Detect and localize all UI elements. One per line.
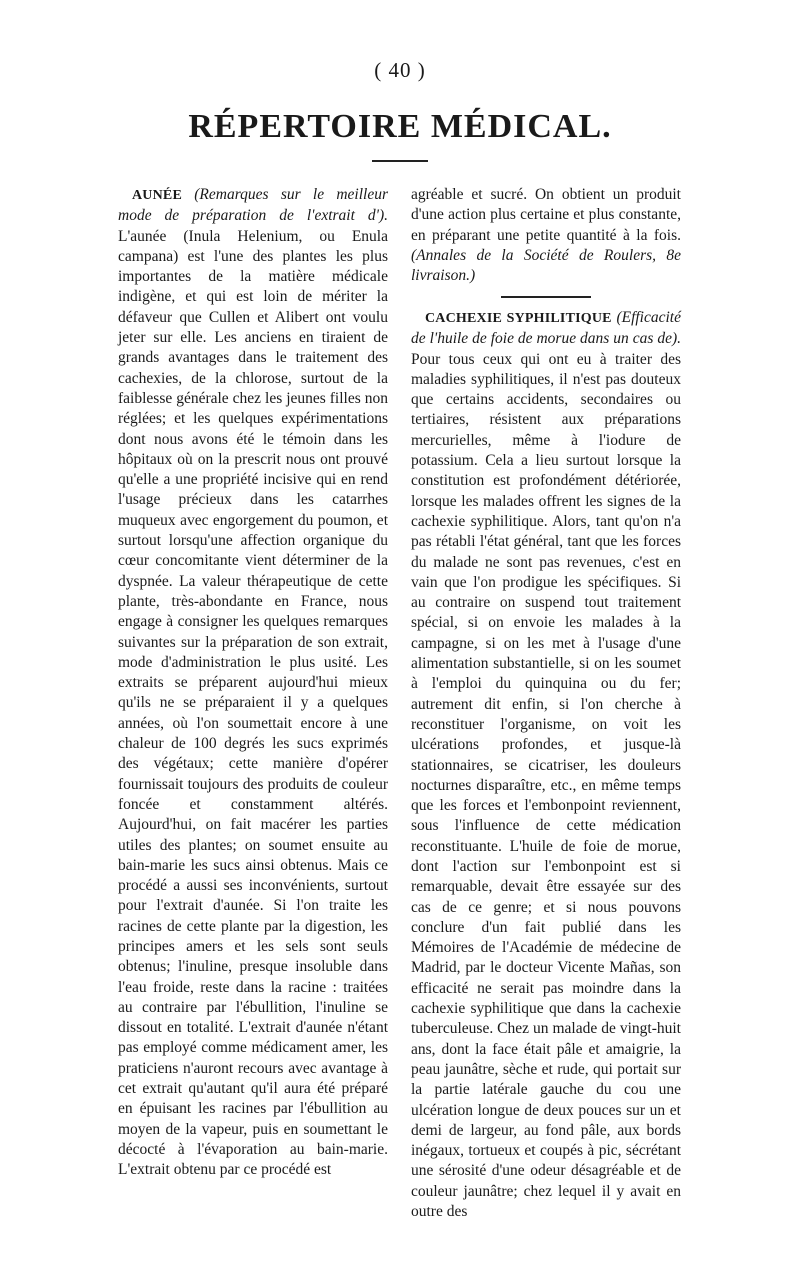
article-aunee <box>118 185 388 1181</box>
left-column <box>118 185 388 1181</box>
right-column <box>411 185 681 1222</box>
article-subtitle: (Remarques sur le meilleur mode de préparation de l'extrait d'). <box>118 186 388 225</box>
article-heading: CACHEXIE SYPHILITIQUE <box>425 310 612 326</box>
article-body-continued: agréable et sucré. On obtient un produit d'une action plus certaine et plus constante, en préparant une petite quantité à la fois. <box>411 186 681 244</box>
article-body: Pour tous ceux qui ont eu à traiter des maladies syphilitiques, il n'est pas douteux que certains accidents, secondaires ou tertiaires, résistent aux préparations mercurielles, même à l'iodure de potassium. Cela a lieu surtout lorsque la constitution est profondément détériorée, lorsque les malades offrent les signes de la cachexie syphilitique. Alors, tant qu'on n'a pas rétabli l'état général, tant que les forces du malade ne sont pas revenues, c'est en vain que l'on prodigue les spécifiques. Si au contraire on suspend tout traitement spécial, si on envoie les malades à la campagne, si on les met à l'usage d'une alimentation substantielle, si on les soumet à l'emploi du quinquina ou du fer; autrement dit enfin, si l'on cherche à reconstituer l'organisme, on voit les ulcérations profondes, et jusque-là stationnaires, se cicatriser, les douleurs nocturnes disparaître, etc., en même temps que les forces et l'embonpoint reviennent, sous l'influence de cette médication reconstituante. L'huile de foie de morue, dont l'action sur l'embonpoint est si remarquable, devait être essayée sur des cas de ce genre; et si nous pouvons conclure d'un fait publié dans les Mémoires de l'Académie de médecine de Madrid, par le docteur Vicente Mañas, son efficacité ne serait pas moindre dans la cachexie syphilitique que dans la cachexie tuberculeuse. Chez un malade de vingt-huit ans, dont la face était pâle et amaigrie, la peau jaunâtre, sèche et rude, qui portait sur la partie latérale gauche du cou une ulcération longue de deux pouces sur un et demi de largeur, au fond pâle, aux bords inégaux, tortueux et coupés à pic, sécrétant une sérosité d'une odeur désagréable et de couleur jaunâtre; chez lequel il y avait en outre des <box>411 350 681 1221</box>
section-divider <box>501 296 591 298</box>
page-number: ( 40 ) <box>374 58 426 82</box>
article-body-text: L'aunée (Inula Helenium, ou Enula campana) est l'une des plantes les plus importantes de la matière médicale indigène, et qui est loin de mériter la défaveur que Cullen et Alibert ont voulu jeter sur elle. Les anciens en tiraient de grands avantages dans le traitement des cachexies, de la chlorose, surtout de la faiblesse générale chez les jeunes filles non réglées; et les quelques expérimentations dont nous avons été le témoin dans les hôpitaux où on la prescrit nous ont prouvé qu'elle a une propriété incisive qui en rend l'usage précieux dans les catarrhes muqueux avec engorgement du poumon, et surtout lorsqu'une affection organique du cœur concomitante vient déterminer de la dyspnée. La valeur thérapeutique de cette plante, très-abondante en France, nous engage à consigner les quelques remarques suivantes sur la préparation de son extrait, mode d'administration le plus usité. Les extraits se préparent aujourd'hui mieux qu'ils ne se préparaient il y a quelques années, où l'on soumettait encore à une chaleur de 100 degrés les sucs exprimés des végétaux; cette manière d'opérer fournissait toujours des produits de couleur foncée et constamment altérés. Aujourd'hui, on fait macérer les parties utiles des plantes; on soumet ensuite au bain-marie les sucs ainsi obtenus. Mais ce procédé a aussi ses inconvénients, surtout pour l'extrait d'aunée. Si l'on traite les racines de cette plante par la digestion, les principes amers et les sels sont seuls obtenus; l'inuline, presque insoluble dans l'eau froide, reste dans la racine : traitées au contraire par l'ébullition, l'inuline se dissout en totalité. L'extrait d'aunée n'étant pas employé comme médicament amer, les praticiens n'auront recours avec avantage à cet extrait qu'autant qu'il aura été préparé en épuisant les racines par l'ébullition au moyen de la vapeur, puis en soumettant le décocté à l'évaporation au bain-marie. L'extrait obtenu par ce procédé est <box>118 227 388 1179</box>
article-source: (Annales de la Société de Roulers, 8e livraison.) <box>411 246 681 285</box>
article-aunee-continued <box>411 185 681 286</box>
article-cachexie <box>411 308 681 1222</box>
title-rule <box>372 160 428 162</box>
page-title: RÉPERTOIRE MÉDICAL. <box>188 108 612 145</box>
article-body <box>118 228 388 1179</box>
article-heading: AUNÉE <box>132 188 183 203</box>
article-subtitle: (Efficacité de l'huile de foie de morue dans un cas de). <box>411 308 681 348</box>
